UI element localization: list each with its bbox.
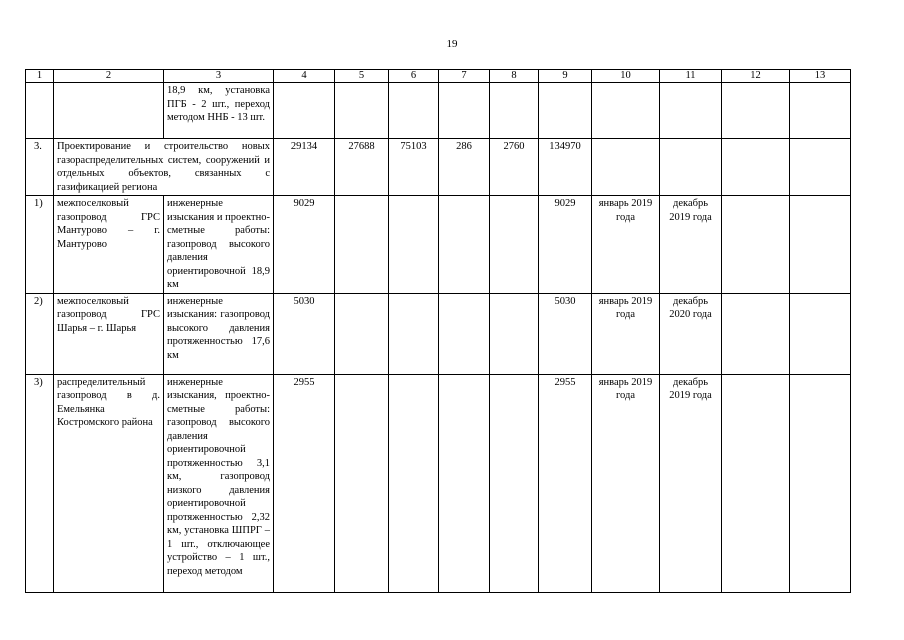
value-cell	[790, 83, 851, 139]
header-cell: 10	[592, 70, 660, 83]
value-cell	[539, 83, 592, 139]
object-name: межпоселковый газопровод ГРС Шарья – г. Шарья	[54, 293, 164, 374]
value-cell: 2955	[274, 374, 335, 592]
value-cell: 75103	[389, 139, 439, 196]
value-cell: 286	[439, 139, 490, 196]
start-date: январь 2019 года	[592, 293, 660, 374]
value-cell	[335, 293, 389, 374]
section-title: Проектирование и строительство новых газораспределительных систем, сооружений и отдельных объектов, связанных с газификацией региона	[54, 139, 274, 196]
header-cell: 6	[389, 70, 439, 83]
header-cell: 8	[490, 70, 539, 83]
value-cell: 29134	[274, 139, 335, 196]
end-date	[660, 139, 722, 196]
value-cell	[790, 139, 851, 196]
page-number: 19	[446, 38, 458, 50]
end-date: декабрь 2020 года	[660, 293, 722, 374]
header-cell: 4	[274, 70, 335, 83]
value-cell	[389, 374, 439, 592]
value-cell: 2760	[490, 139, 539, 196]
value-cell: 134970	[539, 139, 592, 196]
value-cell	[335, 374, 389, 592]
value-cell	[790, 293, 851, 374]
value-cell	[490, 196, 539, 294]
value-cell: 2955	[539, 374, 592, 592]
header-cell: 12	[722, 70, 790, 83]
value-cell	[722, 139, 790, 196]
header-cell: 2	[54, 70, 164, 83]
value-cell	[439, 196, 490, 294]
header-cell: 11	[660, 70, 722, 83]
value-cell	[490, 293, 539, 374]
table-row	[26, 196, 851, 294]
value-cell	[490, 83, 539, 139]
value-cell	[722, 374, 790, 592]
value-cell	[790, 374, 851, 592]
value-cell: 27688	[335, 139, 389, 196]
value-cell	[722, 83, 790, 139]
value-cell	[722, 196, 790, 294]
value-cell: 9029	[539, 196, 592, 294]
value-cell	[389, 83, 439, 139]
start-date: январь 2019 года	[592, 374, 660, 592]
table-row	[26, 293, 851, 374]
end-date: декабрь 2019 года	[660, 374, 722, 592]
value-cell	[722, 293, 790, 374]
header-cell: 3	[164, 70, 274, 83]
header-cell: 1	[26, 70, 54, 83]
object-name: распределительный газопровод в д. Емельянка Костромского района	[54, 374, 164, 592]
start-date	[592, 83, 660, 139]
header-cell: 9	[539, 70, 592, 83]
row-number: 3.	[26, 139, 54, 196]
value-cell	[274, 83, 335, 139]
row-number	[26, 83, 54, 139]
work-description: 18,9 км, установка ПГБ - 2 шт., переход методом ННБ - 13 шт.	[164, 83, 274, 139]
value-cell	[389, 196, 439, 294]
table-row	[26, 374, 851, 592]
work-description: инженерные изыскания и проектно-сметные работы: газопровод высокого давления ориентировочной 18,9 км	[164, 196, 274, 294]
table-header-row	[26, 70, 851, 83]
table-row	[26, 83, 851, 139]
table-row-section	[26, 139, 851, 196]
value-cell: 5030	[539, 293, 592, 374]
row-number: 2)	[26, 293, 54, 374]
row-number: 1)	[26, 196, 54, 294]
value-cell: 5030	[274, 293, 335, 374]
value-cell	[389, 293, 439, 374]
value-cell	[335, 196, 389, 294]
object-name: межпоселковый газопровод ГРС Мантурово – г. Мантурово	[54, 196, 164, 294]
value-cell: 9029	[274, 196, 335, 294]
value-cell	[335, 83, 389, 139]
value-cell	[790, 196, 851, 294]
budget-table	[25, 69, 851, 593]
value-cell	[490, 374, 539, 592]
value-cell	[439, 83, 490, 139]
value-cell	[439, 293, 490, 374]
work-description: инженерные изыскания: газопровод высокого давления протяженностью 17,6 км	[164, 293, 274, 374]
header-cell: 13	[790, 70, 851, 83]
header-cell: 7	[439, 70, 490, 83]
object-name	[54, 83, 164, 139]
value-cell	[439, 374, 490, 592]
row-number: 3)	[26, 374, 54, 592]
end-date	[660, 83, 722, 139]
end-date: декабрь 2019 года	[660, 196, 722, 294]
work-description: инженерные изыскания, проектно-сметные работы: газопровод высокого давления ориентировочной протяженностью 3,1 км, газопровод низкого давления ориентировочной протяженностью 2,32 км, установка ШПРГ – 1 шт., отключающее устройство – 1 шт., переход методом	[164, 374, 274, 592]
header-cell: 5	[335, 70, 389, 83]
start-date: январь 2019 года	[592, 196, 660, 294]
start-date	[592, 139, 660, 196]
